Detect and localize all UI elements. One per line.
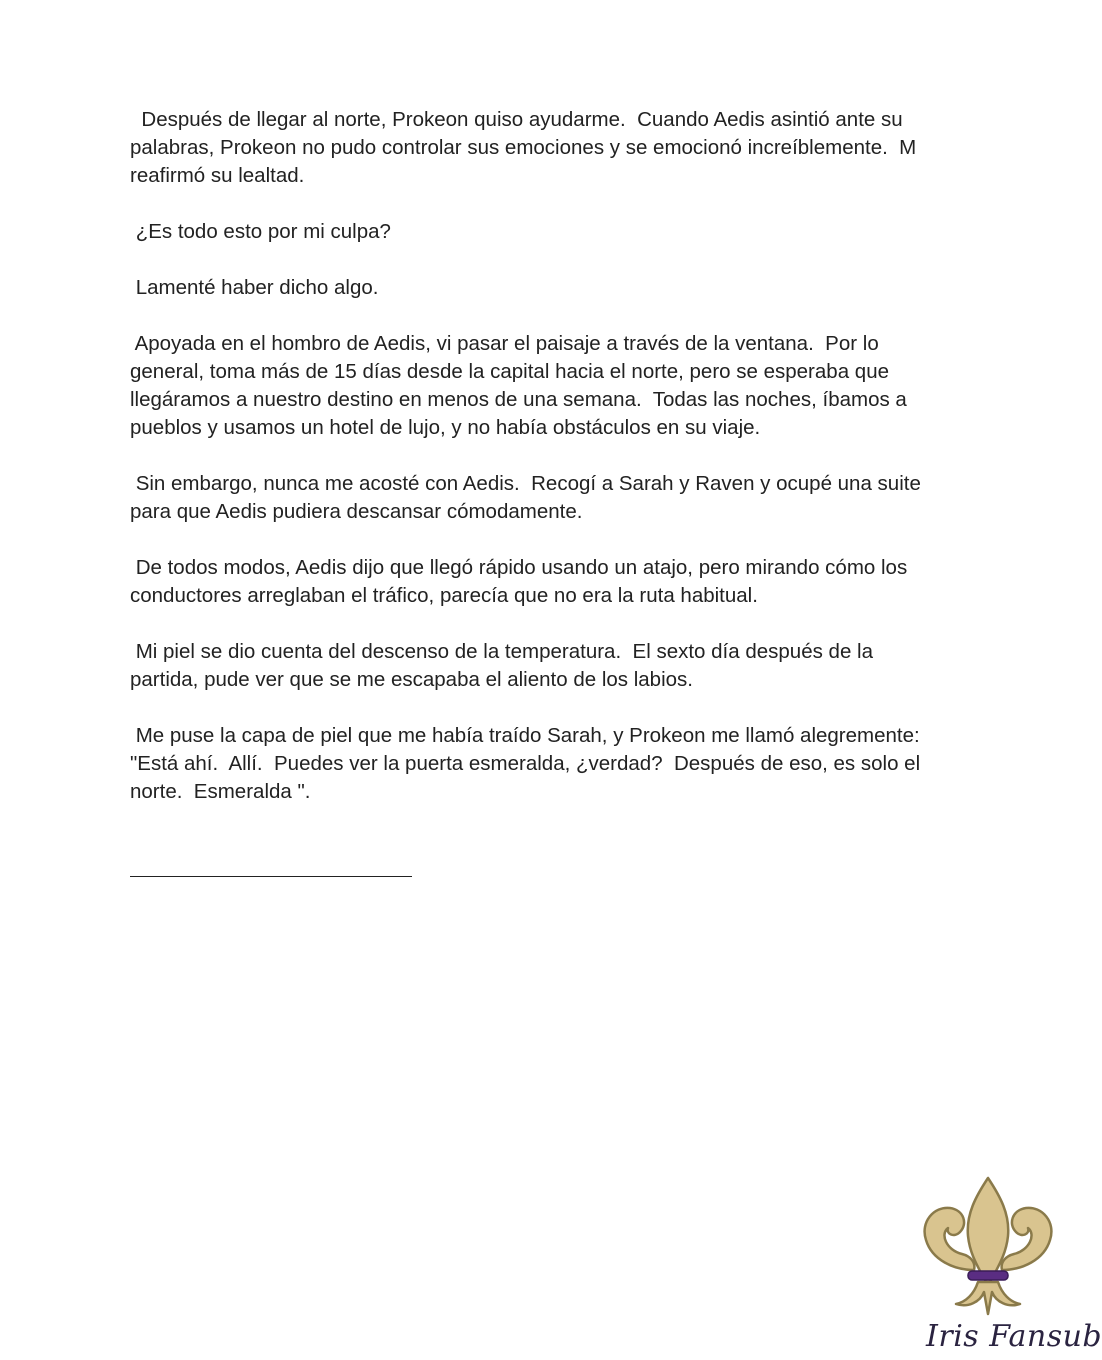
text-line: "Está ahí. Allí. Puedes ver la puerta esmeralda, ¿verdad? Después de eso, es solo el <box>130 752 921 775</box>
text-line: partida, pude ver que se me escapaba el aliento de los labios. <box>130 668 693 691</box>
document-body <box>130 106 952 834</box>
text-line: llegáramos a nuestro destino en menos de una semana. Todas las noches, íbamos a <box>130 388 907 411</box>
paragraph <box>130 554 952 610</box>
paragraph <box>130 274 952 302</box>
watermark-text: Iris Fansub <box>926 1319 1102 1354</box>
text-line: Me puse la capa de piel que me había traído Sarah, y Prokeon me llamó alegremente: <box>130 724 920 747</box>
text-line: Después de llegar al norte, Prokeon quiso ayudarme. Cuando Aedis asintió ante su <box>130 108 903 131</box>
watermark-logo <box>918 1174 1102 1354</box>
paragraph <box>130 218 952 246</box>
paragraph <box>130 470 952 526</box>
paragraph <box>130 638 952 694</box>
text-line: pueblos y usamos un hotel de lujo, y no había obstáculos en su viaje. <box>130 416 761 439</box>
paragraph <box>130 106 952 190</box>
text-line: De todos modos, Aedis dijo que llegó rápido usando un atajo, pero mirando cómo los <box>130 556 908 579</box>
text-line: palabras, Prokeon no pudo controlar sus emociones y se emocionó increíblemente. M <box>130 136 917 159</box>
fleur-de-lis-icon <box>918 1174 1068 1324</box>
text-line: Apoyada en el hombro de Aedis, vi pasar el paisaje a través de la ventana. Por lo <box>130 332 879 355</box>
text-line: conductores arreglaban el tráfico, parecía que no era la ruta habitual. <box>130 584 758 607</box>
text-line: Mi piel se dio cuenta del descenso de la temperatura. El sexto día después de la <box>130 640 874 663</box>
paragraph <box>130 330 952 442</box>
text-line: reafirmó su lealtad. <box>130 164 305 187</box>
text-line: norte. Esmeralda ". <box>130 780 311 803</box>
paragraph <box>130 722 952 806</box>
section-divider <box>130 876 412 877</box>
text-line: general, toma más de 15 días desde la capital hacia el norte, pero se esperaba que <box>130 360 889 383</box>
text-line: Sin embargo, nunca me acosté con Aedis. Recogí a Sarah y Raven y ocupé una suite <box>130 472 921 495</box>
text-line: Lamenté haber dicho algo. <box>130 276 379 299</box>
text-line: para que Aedis pudiera descansar cómodamente. <box>130 500 583 523</box>
text-line: ¿Es todo esto por mi culpa? <box>130 220 391 243</box>
